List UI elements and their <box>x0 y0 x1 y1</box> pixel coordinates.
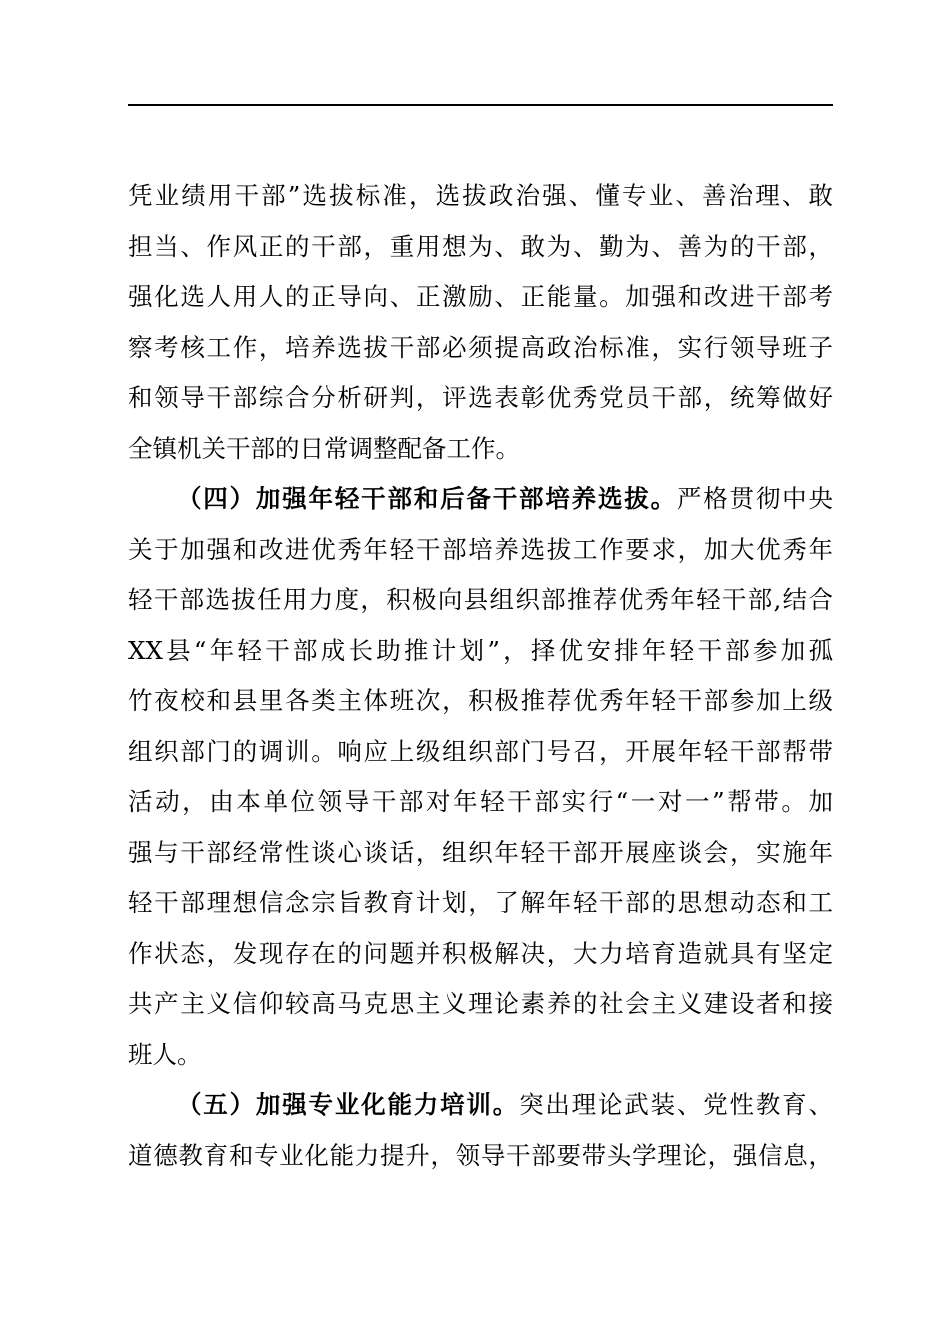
paragraph-section-4 <box>128 474 833 1080</box>
text-line: 关于加强和改进优秀年轻干部培养选拔工作要求，加大优秀年 <box>128 534 833 564</box>
text-line: 全镇机关干部的日常调整配备工作。 <box>128 433 520 463</box>
text-line: XX县“年轻干部成长助推计划”，择优安排年轻干部参加孤 <box>128 635 833 665</box>
section-heading: （四）加强年轻干部和后备干部培养选拔。 <box>177 484 677 513</box>
paragraph-section-5 <box>128 1080 833 1181</box>
text-line: 强化选人用人的正导向、正激励、正能量。加强和改进干部考 <box>128 282 833 311</box>
text-line <box>128 474 833 525</box>
text-line: 竹夜校和县里各类主体班次，积极推荐优秀年轻干部参加上级 <box>128 686 833 715</box>
text-line: 凭业绩用干部”选拔标准，选拔政治强、懂专业、善治理、敢 <box>128 181 833 210</box>
text-line: 班人。 <box>128 1039 202 1069</box>
document-body <box>128 171 833 1181</box>
text-line: 轻干部理想信念宗旨教育计划，了解年轻干部的思想动态和工 <box>128 888 833 917</box>
text-run: 严格贯彻中央 <box>676 484 833 513</box>
text-line: 共产主义信仰较高马克思主义理论素养的社会主义建设者和接 <box>128 989 833 1018</box>
text-line <box>128 1080 833 1131</box>
paragraph-continuation <box>128 171 833 474</box>
text-line: 道德教育和专业化能力提升，领导干部要带头学理论，强信息， <box>128 1140 833 1170</box>
text-line: 强与干部经常性谈心谈话，组织年轻干部开展座谈会，实施年 <box>128 837 833 867</box>
header-rule <box>128 104 833 106</box>
text-line: 活动，由本单位领导干部对年轻干部实行“一对一”帮带。加 <box>128 787 833 816</box>
text-run: 突出理论武装、党性教育、 <box>519 1090 833 1119</box>
section-heading: （五）加强专业化能力培训。 <box>177 1090 520 1119</box>
text-line: 和领导干部综合分析研判，评选表彰优秀党员干部，统筹做好 <box>128 383 833 412</box>
text-line: 轻干部选拔任用力度，积极向县组织部推荐优秀年轻干部,结合 <box>128 585 833 614</box>
text-line: 担当、作风正的干部，重用想为、敢为、勤为、善为的干部， <box>128 231 833 261</box>
text-line: 作状态，发现存在的问题并积极解决，大力培育造就具有坚定 <box>128 938 833 968</box>
text-line: 组织部门的调训。响应上级组织部门号召，开展年轻干部帮带 <box>128 736 833 766</box>
text-line: 察考核工作，培养选拔干部必须提高政治标准，实行领导班子 <box>128 332 833 362</box>
